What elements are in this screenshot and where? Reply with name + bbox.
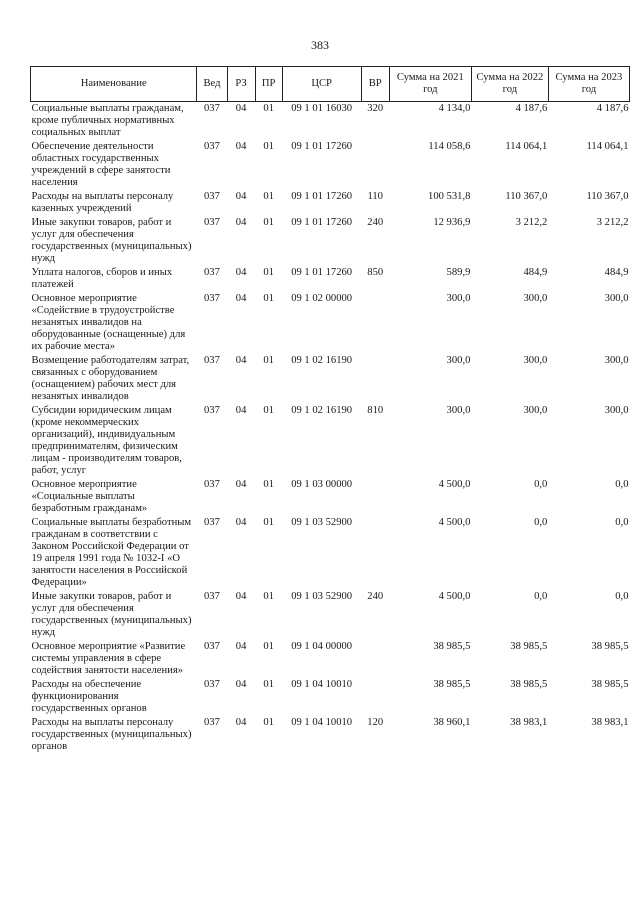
- row-name: Социальные выплаты гражданам, кроме публичных нормативных социальных выплат: [31, 103, 184, 138]
- table-row: [31, 140, 630, 190]
- row-name: Уплата налогов, сборов и иных платежей: [31, 267, 173, 290]
- header-ved: Вед: [197, 67, 227, 102]
- row-pr: 01: [263, 141, 274, 152]
- table-row: [31, 640, 630, 678]
- row-rz: 04: [235, 267, 247, 278]
- row-csr: 09 1 01 17260: [291, 191, 353, 202]
- row-rz: 04: [235, 355, 247, 366]
- table-row: [31, 590, 630, 640]
- row-pr: 01: [263, 355, 274, 366]
- row-csr: 09 1 02 16190: [291, 405, 353, 416]
- row-vr: 810: [367, 405, 384, 416]
- row-sum-2022: 0,0: [534, 591, 548, 602]
- row-sum-2023: 300,0: [604, 405, 629, 416]
- row-sum-2021: 300,0: [446, 355, 471, 366]
- row-name: Социальные выплаты безработным гражданам в соответствии с Законом Российской Федерации от 19 апреля 1991 года № 1032-I «О занятости населения в Российской Федерации»: [31, 517, 192, 588]
- row-sum-2021: 38 985,5: [433, 641, 471, 652]
- table-row: [31, 102, 630, 141]
- row-sum-2022: 300,0: [523, 355, 548, 366]
- row-sum-2022: 484,9: [523, 267, 548, 278]
- row-vr: 320: [367, 103, 384, 114]
- row-ved: 037: [204, 479, 220, 490]
- row-sum-2021: 300,0: [446, 293, 471, 304]
- table-row: [31, 216, 630, 266]
- row-sum-2022: 38 985,5: [510, 679, 548, 690]
- row-pr: 01: [263, 517, 274, 528]
- row-csr: 09 1 04 10010: [291, 717, 353, 728]
- row-ved: 037: [204, 517, 220, 528]
- row-name: Возмещение работодателям затрат, связанных с оборудованием (оснащением) рабочих мест для незанятых инвалидов: [31, 355, 190, 402]
- row-sum-2023: 0,0: [615, 517, 629, 528]
- row-vr: 850: [367, 267, 384, 278]
- row-name: Основное мероприятие «Содействие в трудоустройстве незанятых инвалидов на оборудованные (оснащенные) для их рабочие места»: [31, 293, 186, 352]
- page-number: 383: [311, 38, 329, 52]
- row-rz: 04: [235, 679, 247, 690]
- row-csr: 09 1 01 17260: [291, 217, 353, 228]
- row-rz: 04: [235, 641, 247, 652]
- row-sum-2021: 114 058,6: [428, 141, 471, 152]
- row-ved: 037: [204, 679, 220, 690]
- table-row: [31, 190, 630, 216]
- row-vr: [361, 478, 389, 516]
- row-rz: 04: [235, 717, 247, 728]
- row-ved: 037: [204, 591, 220, 602]
- header-pr: ПР: [255, 67, 282, 102]
- row-csr: 09 1 03 52900: [291, 517, 353, 528]
- row-sum-2021: 38 960,1: [433, 717, 471, 728]
- row-sum-2023: 484,9: [604, 267, 629, 278]
- header-vr: ВР: [361, 67, 389, 102]
- row-name: Основное мероприятие «Социальные выплаты безработным гражданам»: [31, 479, 148, 514]
- row-pr: 01: [263, 103, 274, 114]
- row-sum-2022: 300,0: [523, 405, 548, 416]
- row-vr: [361, 678, 389, 716]
- header-sum-2021: Сумма на 2021 год: [389, 67, 471, 102]
- table-row: [31, 354, 630, 404]
- row-sum-2023: 4 187,6: [596, 103, 629, 114]
- row-vr: 120: [367, 717, 384, 728]
- row-sum-2022: 0,0: [534, 479, 548, 490]
- row-vr: 240: [367, 217, 384, 228]
- row-vr: 110: [367, 191, 383, 202]
- row-pr: 01: [263, 591, 274, 602]
- table-row: [31, 516, 630, 590]
- row-rz: 04: [235, 293, 247, 304]
- row-sum-2022: 300,0: [523, 293, 548, 304]
- row-csr: 09 1 02 00000: [291, 293, 353, 304]
- row-sum-2022: 114 064,1: [505, 141, 548, 152]
- table-row: [31, 678, 630, 716]
- row-csr: 09 1 03 00000: [291, 479, 353, 490]
- row-rz: 04: [235, 517, 247, 528]
- row-sum-2022: 4 187,6: [515, 103, 548, 114]
- row-name: Расходы на выплаты персоналу казенных учреждений: [31, 191, 174, 214]
- row-name: Расходы на выплаты персоналу государственных (муниципальных) органов: [31, 717, 192, 752]
- row-rz: 04: [235, 141, 247, 152]
- row-ved: 037: [204, 103, 220, 114]
- row-sum-2021: 12 936,9: [433, 217, 471, 228]
- row-ved: 037: [204, 191, 220, 202]
- header-name: Наименование: [31, 67, 197, 102]
- row-sum-2023: 110 367,0: [586, 191, 629, 202]
- row-name: Основное мероприятие «Развитие системы управления в сфере содействия занятости населения»: [31, 641, 186, 676]
- row-csr: 09 1 01 16030: [291, 103, 353, 114]
- row-sum-2021: 4 500,0: [438, 517, 471, 528]
- table-row: [31, 478, 630, 516]
- row-pr: 01: [263, 717, 274, 728]
- row-ved: 037: [204, 267, 220, 278]
- header-rz: РЗ: [227, 67, 255, 102]
- row-name: Иные закупки товаров, работ и услуг для обеспечения государственных (муниципальных) нужд: [31, 591, 192, 638]
- row-ved: 037: [204, 355, 220, 366]
- row-sum-2021: 300,0: [446, 405, 471, 416]
- row-sum-2023: 300,0: [604, 293, 629, 304]
- row-csr: 09 1 04 10010: [291, 679, 353, 690]
- row-sum-2022: 38 985,5: [510, 641, 548, 652]
- row-rz: 04: [235, 217, 247, 228]
- row-pr: 01: [263, 217, 274, 228]
- row-sum-2021: 100 531,8: [428, 191, 471, 202]
- header-sum-2023: Сумма на 2023 год: [548, 67, 629, 102]
- row-name: Субсидии юридическим лицам (кроме некоммерческих организаций), индивидуальным предпринимателям, физическим лицам - производителям товаров, работ, услуг: [31, 405, 182, 476]
- row-pr: 01: [263, 293, 274, 304]
- row-sum-2021: 589,9: [446, 267, 471, 278]
- row-sum-2023: 300,0: [604, 355, 629, 366]
- row-sum-2023: 114 064,1: [586, 141, 629, 152]
- row-ved: 037: [204, 141, 220, 152]
- header-sum-2022: Сумма на 2022 год: [471, 67, 548, 102]
- row-name: Обеспечение деятельности областных государственных учреждений в сфере занятости населения: [31, 141, 171, 188]
- row-ved: 037: [204, 405, 220, 416]
- row-sum-2023: 38 985,5: [591, 641, 629, 652]
- row-pr: 01: [263, 641, 274, 652]
- row-sum-2022: 38 983,1: [510, 717, 548, 728]
- row-pr: 01: [263, 405, 274, 416]
- row-csr: 09 1 01 17260: [291, 267, 353, 278]
- row-vr: [361, 354, 389, 404]
- row-vr: [361, 640, 389, 678]
- row-sum-2021: 4 500,0: [438, 591, 471, 602]
- row-rz: 04: [235, 191, 247, 202]
- row-rz: 04: [235, 591, 247, 602]
- row-sum-2022: 0,0: [534, 517, 548, 528]
- table-row: [31, 266, 630, 292]
- row-sum-2021: 4 500,0: [438, 479, 471, 490]
- row-sum-2023: 38 985,5: [591, 679, 629, 690]
- row-ved: 037: [204, 717, 220, 728]
- row-csr: 09 1 02 16190: [291, 355, 353, 366]
- row-sum-2023: 38 983,1: [591, 717, 629, 728]
- table-row: [31, 716, 630, 754]
- row-csr: 09 1 04 00000: [291, 641, 353, 652]
- row-rz: 04: [235, 479, 247, 490]
- header-csr: ЦСР: [282, 67, 361, 102]
- table-header-row: [31, 67, 630, 102]
- row-csr: 09 1 01 17260: [291, 141, 353, 152]
- row-vr: [361, 292, 389, 354]
- row-pr: 01: [263, 679, 274, 690]
- row-ved: 037: [204, 641, 220, 652]
- row-sum-2021: 38 985,5: [433, 679, 471, 690]
- row-sum-2023: 3 212,2: [596, 217, 629, 228]
- row-sum-2022: 3 212,2: [515, 217, 548, 228]
- row-sum-2022: 110 367,0: [505, 191, 548, 202]
- row-vr: [361, 140, 389, 190]
- row-ved: 037: [204, 293, 220, 304]
- row-pr: 01: [263, 479, 274, 490]
- row-pr: 01: [263, 267, 274, 278]
- table-row: [31, 292, 630, 354]
- row-vr: [361, 516, 389, 590]
- row-sum-2021: 4 134,0: [438, 103, 471, 114]
- table-row: [31, 404, 630, 478]
- row-pr: 01: [263, 191, 274, 202]
- row-rz: 04: [235, 405, 247, 416]
- row-ved: 037: [204, 217, 220, 228]
- row-sum-2023: 0,0: [615, 479, 629, 490]
- row-name: Иные закупки товаров, работ и услуг для обеспечения государственных (муниципальных) нужд: [31, 217, 192, 264]
- row-rz: 04: [235, 103, 247, 114]
- budget-table: [30, 66, 630, 754]
- row-vr: 240: [367, 591, 384, 602]
- row-csr: 09 1 03 52900: [291, 591, 353, 602]
- row-sum-2023: 0,0: [615, 591, 629, 602]
- row-name: Расходы на обеспечение функционирования государственных органов: [31, 679, 147, 714]
